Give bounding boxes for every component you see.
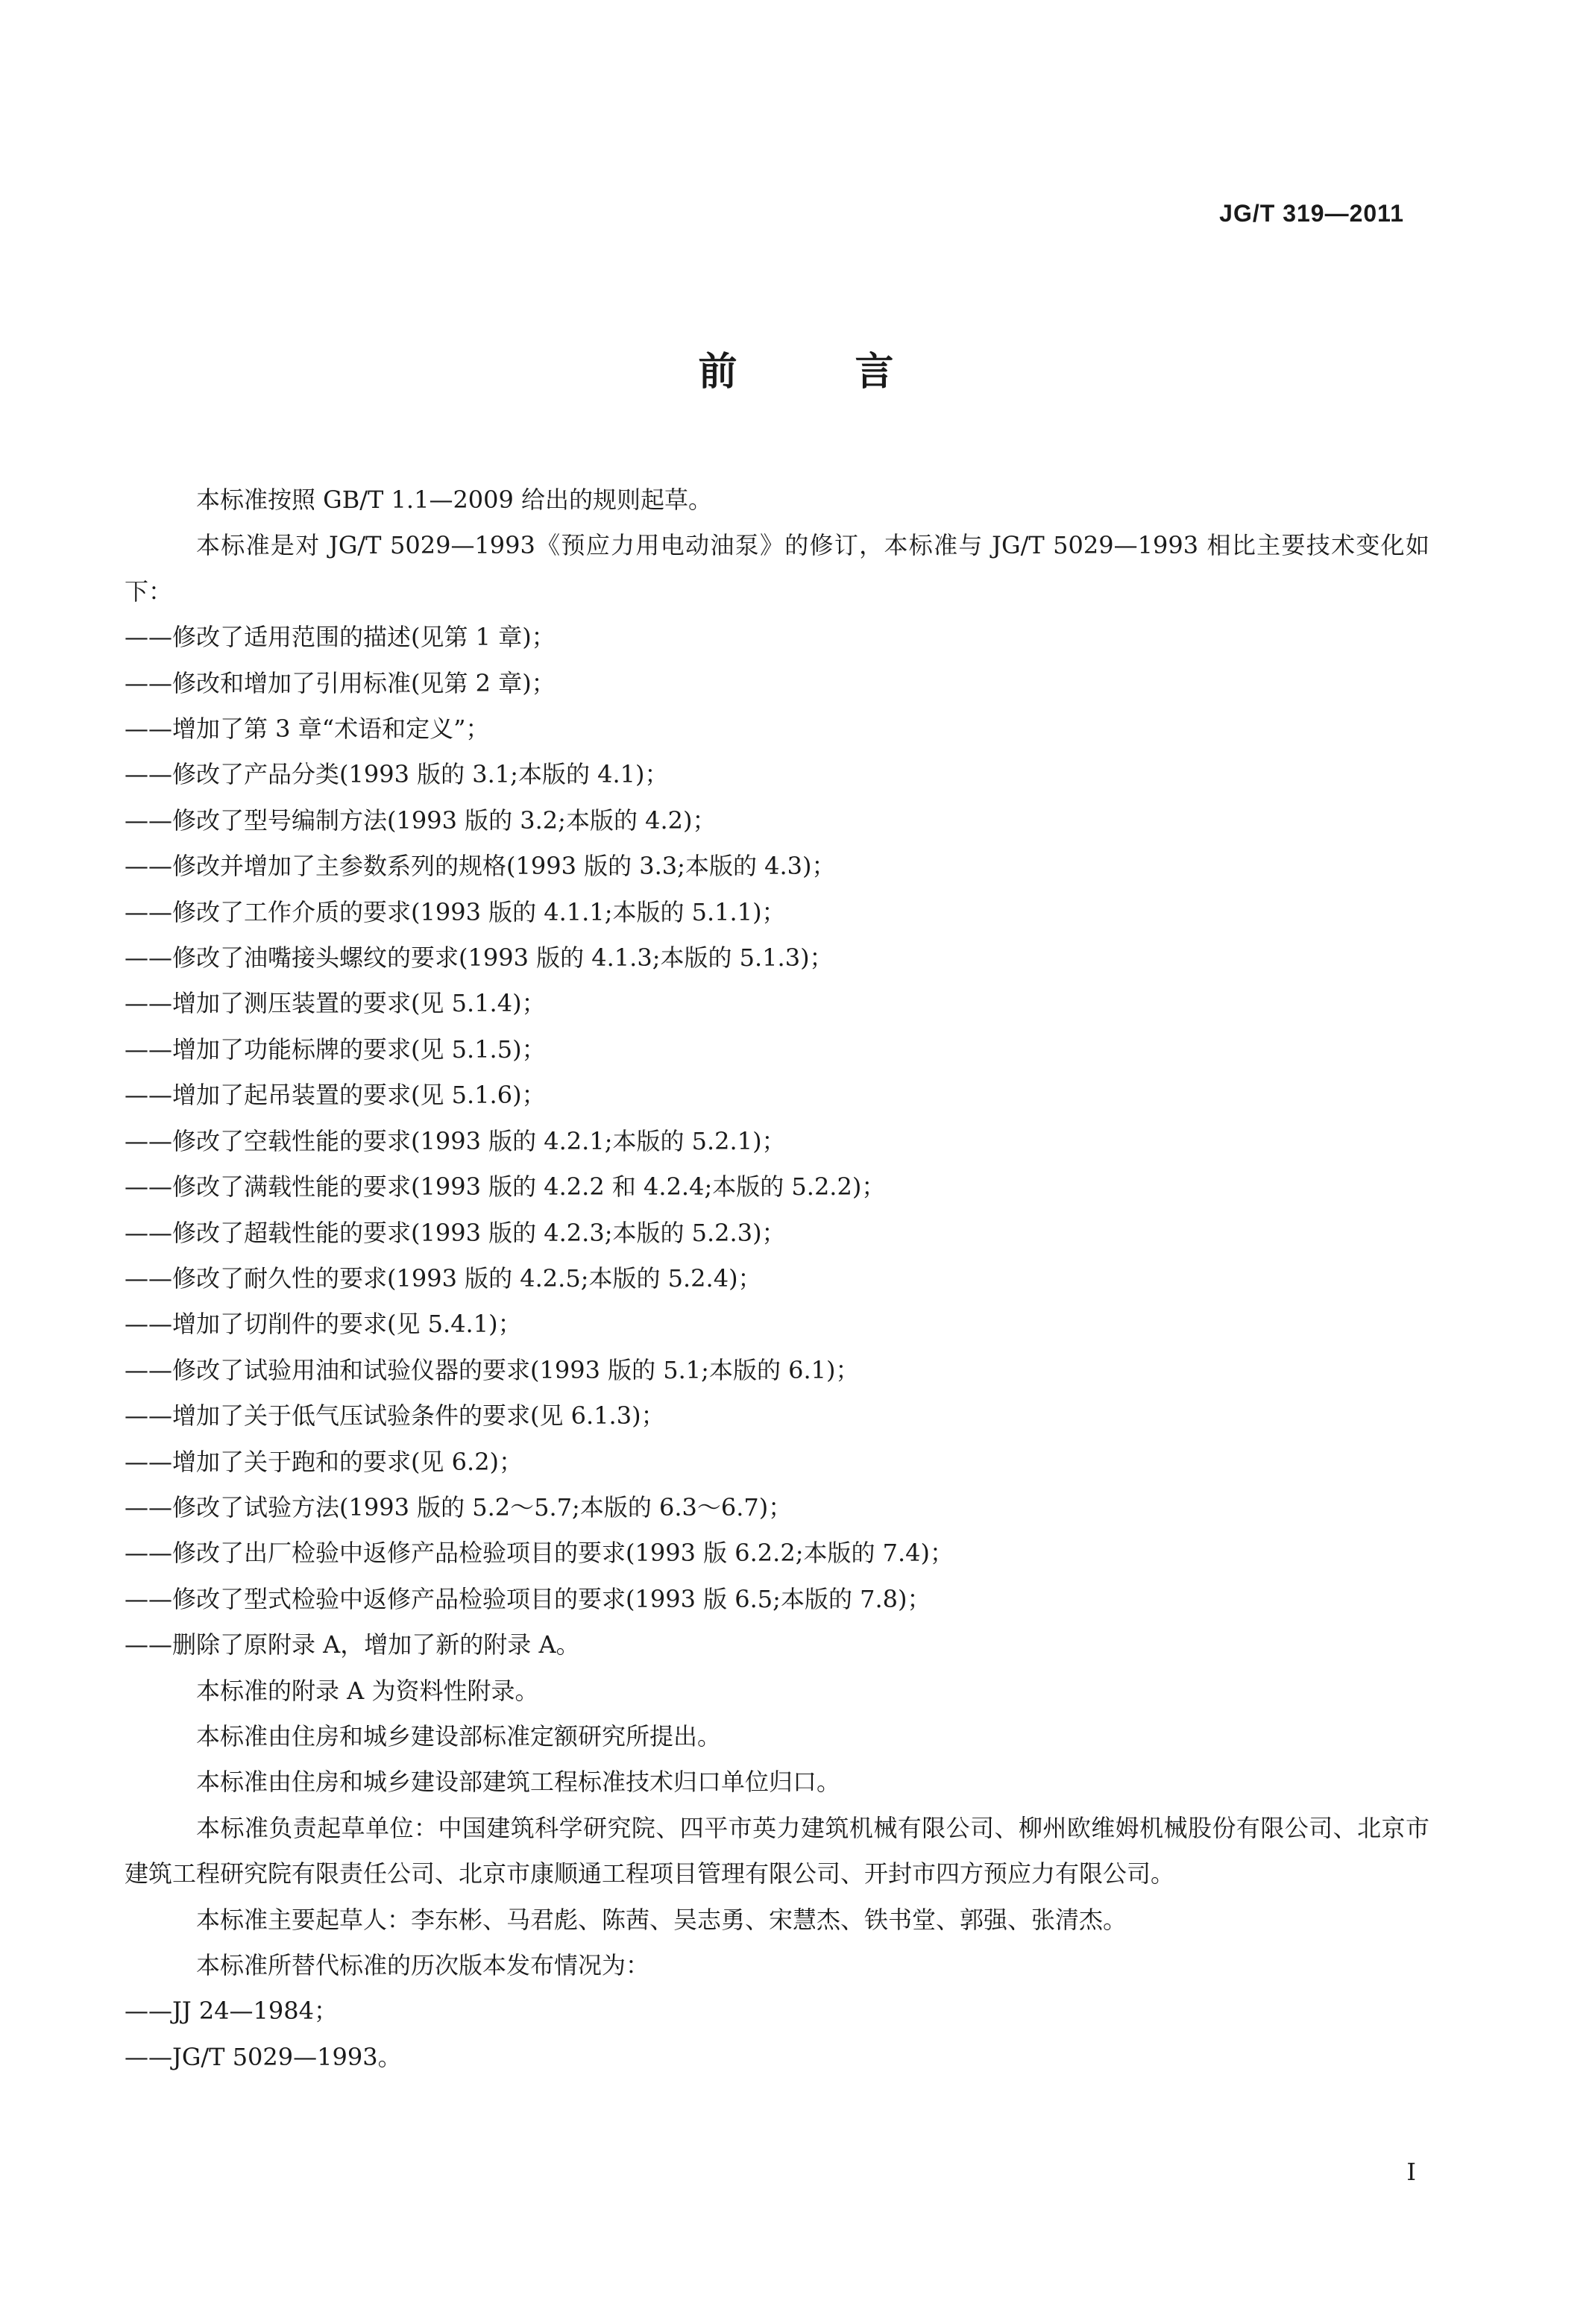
list-item: ——修改了油嘴接头螺纹的要求(1993 版的 4.1.3;本版的 5.1.3)；	[125, 943, 834, 973]
list-item: ——修改了试验方法(1993 版的 5.2～5.7;本版的 6.3～6.7)；	[125, 1492, 793, 1521]
paragraph: 本标准所替代标准的历次版本发布情况为：	[196, 1951, 650, 1979]
page-number: I	[1406, 2158, 1416, 2186]
list-item: ——修改了适用范围的描述(见第 1 章)；	[125, 623, 556, 652]
document-code: JG/T 319—2011	[1219, 200, 1404, 227]
list-item: ——JJ 24—1984；	[125, 1997, 338, 2026]
list-item: ——增加了功能标牌的要求(见 5.1.5)；	[125, 1034, 546, 1064]
paragraph: 本标准主要起草人：李东彬、马君彪、陈茜、吴志勇、宋慧杰、铁书堂、郭强、张清杰。	[196, 1905, 1127, 1934]
list-item: ——修改了工作介质的要求(1993 版的 4.1.1;本版的 5.1.1)；	[125, 897, 786, 926]
paragraph: 本标准由住房和城乡建设部建筑工程标准技术归口单位归口。	[196, 1768, 841, 1797]
paragraph: 本标准是对 JG/T 5029—1993《预应力用电动油泵》的修订，本标准与 JG/T 5029—1993 相比主要技术变化如下：	[125, 531, 1429, 606]
paragraph: 本标准负责起草单位：中国建筑科学研究院、四平市英力建筑机械有限公司、柳州欧维姆机械股份有限公司、北京市建筑工程研究院有限责任公司、北京市康顺通工程项目管理有限公司、开封市四方预应力有限公司。	[125, 1813, 1429, 1888]
list-item: ——JG/T 5029—1993。	[125, 2042, 402, 2071]
list-item: ——增加了起吊装置的要求(见 5.1.6)；	[125, 1081, 546, 1110]
list-item: ——修改了型号编制方法(1993 版的 3.2;本版的 4.2)；	[125, 805, 717, 835]
paragraph: 本标准由住房和城乡建设部标准定额研究所提出。	[196, 1721, 722, 1750]
list-item: ——修改和增加了引用标准(见第 2 章)；	[125, 668, 556, 697]
list-item: ——修改了满载性能的要求(1993 版的 4.2.2 和 4.2.4;本版的 5.2.2)；	[125, 1172, 886, 1202]
list-item: ——修改了空载性能的要求(1993 版的 4.2.1;本版的 5.2.1)；	[125, 1126, 786, 1155]
list-item: ——修改了超载性能的要求(1993 版的 4.2.3;本版的 5.2.3)；	[125, 1218, 786, 1247]
list-item: ——增加了第 3 章“术语和定义”；	[125, 715, 490, 744]
list-item: ——修改并增加了主参数系列的规格(1993 版的 3.3;本版的 4.3)；	[125, 852, 836, 881]
list-item: ——增加了关于跑和的要求(见 6.2)；	[125, 1447, 523, 1476]
paragraph: 本标准的附录 A 为资料性附录。	[196, 1676, 539, 1705]
page-title: 前 言	[698, 349, 946, 395]
list-item: ——修改了耐久性的要求(1993 版的 4.2.5;本版的 5.2.4)；	[125, 1263, 762, 1293]
body-content	[125, 477, 1429, 2080]
list-item: ——修改了型式检验中返修产品检验项目的要求(1993 版 6.5;本版的 7.8)；	[125, 1584, 931, 1613]
list-item: ——修改了出厂检验中返修产品检验项目的要求(1993 版 6.2.2;本版的 7.4)；	[125, 1539, 954, 1568]
list-item: ——增加了切削件的要求(见 5.4.1)；	[125, 1310, 522, 1339]
list-item: ——增加了测压装置的要求(见 5.1.4)；	[125, 989, 546, 1018]
list-item: ——增加了关于低气压试验条件的要求(见 6.1.3)；	[125, 1401, 665, 1430]
list-item: ——修改了试验用油和试验仪器的要求(1993 版的 5.1;本版的 6.1)；	[125, 1355, 860, 1384]
list-item: ——删除了原附录 A，增加了新的附录 A。	[125, 1630, 580, 1659]
paragraph: 本标准按照 GB/T 1.1—2009 给出的规则起草。	[196, 486, 713, 514]
list-item: ——修改了产品分类(1993 版的 3.1;本版的 4.1)；	[125, 760, 669, 789]
